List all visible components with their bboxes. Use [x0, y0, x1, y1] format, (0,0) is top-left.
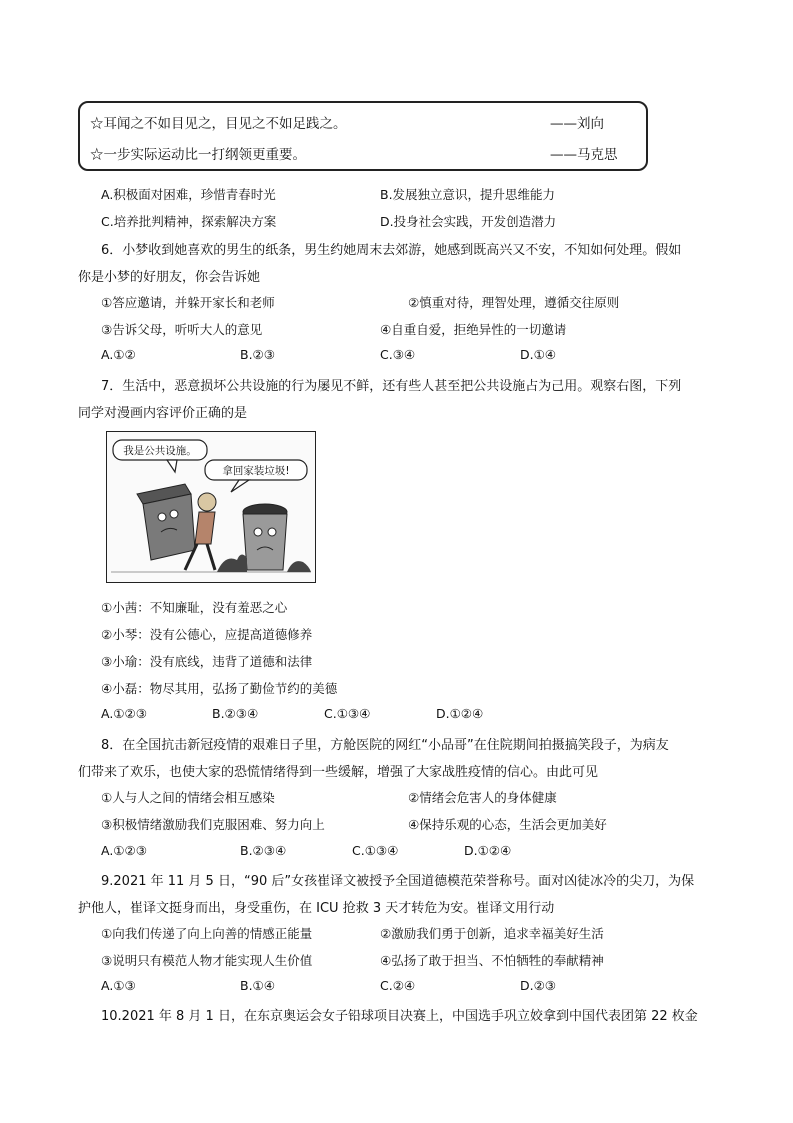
q6-statement-1: ①答应邀请，并躲开家长和老师: [101, 295, 275, 310]
q7-option-b: B.②③④: [212, 706, 259, 721]
q7-statement-1: ①小茜：不知廉耻，没有羞恶之心: [101, 600, 288, 615]
trash-bin-with-garbage: [243, 504, 287, 570]
q9-option-d: D.②③: [520, 978, 557, 993]
speech-bubble-2-text: 拿回家装垃圾!: [222, 465, 290, 477]
q9-stem-line2: 护他人，崔译文挺身而出，身受重伤，在 ICU 抢救 3 天才转危为安。崔译文用行动: [78, 901, 555, 916]
q7-option-d: D.①②④: [436, 706, 484, 721]
q8-statement-1: ①人与人之间的情绪会相互感染: [101, 790, 275, 805]
q6-option-c: C.③④: [380, 347, 416, 362]
q7-option-c: C.①③④: [324, 706, 371, 721]
q8-statement-3: ③积极情绪激励我们克服困难、努力向上: [101, 817, 325, 832]
q8-option-a: A.①②③: [101, 843, 147, 858]
q8-option-c: C.①③④: [352, 843, 399, 858]
quote-line-1: ☆耳闻之不如目见之，目见之不如足践之。: [90, 116, 347, 132]
q9-statement-4: ④弘扬了敢于担当、不怕牺牲的奉献精神: [380, 953, 604, 968]
q5-option-a: A.积极面对困难，珍惜青春时光: [101, 187, 276, 202]
q6-option-d: D.①④: [520, 347, 557, 362]
q7-option-a: A.①②③: [101, 706, 147, 721]
quote-author-1: ——刘向: [550, 116, 604, 132]
q8-statement-2: ②情绪会危害人的身体健康: [408, 790, 557, 805]
q10-stem-line1: 10.2021 年 8 月 1 日，在东京奥运会女子铅球项目决赛上，中国选手巩立姣拿到中国代表团第 22 枚金: [101, 1009, 698, 1024]
q9-statement-3: ③说明只有模范人物才能实现人生价值: [101, 953, 313, 968]
q7-stem-line2: 同学对漫画内容评价正确的是: [78, 406, 248, 421]
q8-stem-line1: 8．在全国抗击新冠疫情的艰难日子里，方舱医院的网红“小品哥”在住院期间拍摄搞笑段子，为病友: [101, 738, 669, 753]
cartoon-illustration: [106, 431, 316, 583]
q9-option-c: C.②④: [380, 978, 416, 993]
carried-trash-bin: [137, 484, 195, 560]
q9-statement-2: ②激励我们勇于创新，追求幸福美好生活: [380, 926, 604, 941]
q8-statement-4: ④保持乐观的心态，生活会更加美好: [408, 817, 607, 832]
q9-stem-line1: 9.2021 年 11 月 5 日，“90 后”女孩崔译文被授予全国道德模范荣誉称号。面对凶徒冰冷的尖刀，为保: [101, 874, 695, 889]
quote-author-2: ——马克思: [550, 147, 618, 163]
q6-statement-3: ③告诉父母，听听大人的意见: [101, 322, 263, 337]
q7-statement-3: ③小瑜：没有底线，违背了道德和法律: [101, 654, 313, 669]
q6-stem-line1: 6．小梦收到她喜欢的男生的纸条，男生约她周末去郊游，她感到既高兴又不安，不知如何处理。假如: [101, 243, 682, 258]
q5-option-b: B.发展独立意识，提升思维能力: [380, 187, 556, 202]
q5-option-d: D.投身社会实践，开发创造潜力: [380, 214, 557, 229]
q8-stem-line2: 们带来了欢乐，也使大家的恐慌情绪得到一些缓解，增强了大家战胜疫情的信心。由此可见: [78, 765, 599, 780]
q7-statement-2: ②小琴：没有公德心，应提高道德修养: [101, 627, 313, 642]
cartoon-drawing: [107, 432, 315, 582]
speech-bubble-1-text: 我是公共设施。: [123, 445, 197, 457]
q8-option-b: B.②③④: [240, 843, 287, 858]
quote-line-2: ☆一步实际运动比一打纲领更重要。: [90, 147, 306, 163]
q6-option-a: A.①②: [101, 347, 136, 362]
q9-option-a: A.①③: [101, 978, 136, 993]
q6-stem-line2: 你是小梦的好朋友，你会告诉她: [78, 270, 261, 285]
quote-box: [78, 101, 648, 171]
q9-statement-1: ①向我们传递了向上向善的情感正能量: [101, 926, 313, 941]
q6-statement-2: ②慎重对待，理智处理，遵循交往原则: [408, 295, 620, 310]
q5-option-c: C.培养批判精神，探索解决方案: [101, 214, 277, 229]
garbage-pile: [217, 554, 247, 572]
q7-stem-line1: 7．生活中，恶意损坏公共设施的行为屡见不鲜，还有些人甚至把公共设施占为己用。观察右图，下列: [101, 379, 682, 394]
q6-option-b: B.②③: [240, 347, 275, 362]
q6-statement-4: ④自重自爱，拒绝异性的一切邀请: [380, 322, 567, 337]
q7-statement-4: ④小磊：物尽其用，弘扬了勤俭节约的美德: [101, 681, 338, 696]
q9-option-b: B.①④: [240, 978, 275, 993]
q8-option-d: D.①②④: [464, 843, 512, 858]
